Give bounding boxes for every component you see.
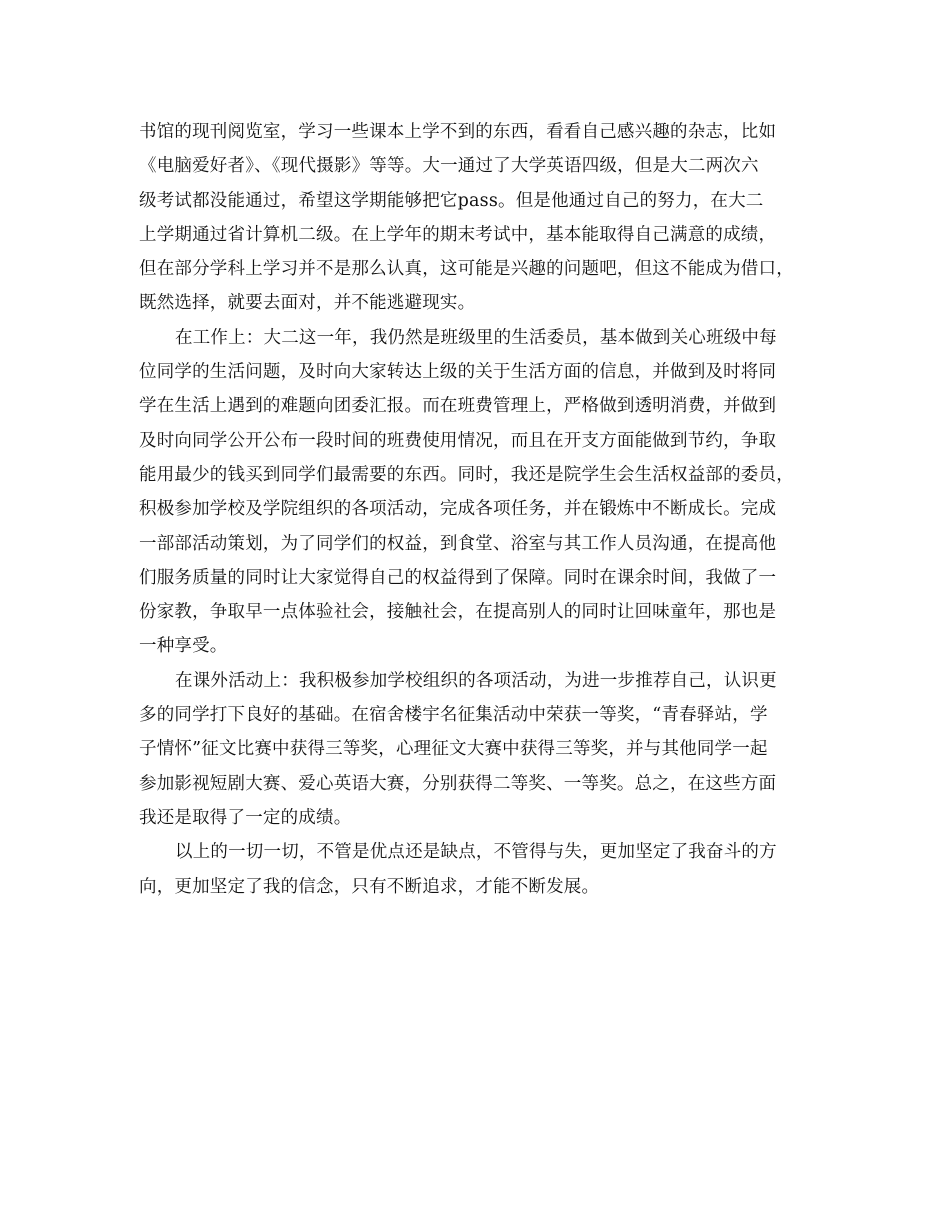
- paragraph-line: 书馆的现刊阅览室，学习一些课本上学不到的东西，看看自己感兴趣的杂志，比如: [139, 122, 777, 142]
- paragraph-line: 学在生活上遇到的难题向团委汇报。而在班费管理上，严格做到透明消费，并做到: [139, 396, 777, 417]
- paragraph-work: [139, 321, 819, 664]
- paragraph-line: 多的同学打下良好的基础。在宿舍楼宇名征集活动中荣获一等奖，“青春驿站，学: [139, 705, 768, 726]
- paragraph-conclusion: [139, 835, 819, 904]
- paragraph-line: 参加影视短剧大赛、爱心英语大赛，分别获得二等奖、一等奖。总之，在这些方面: [139, 773, 777, 794]
- document-body: [139, 115, 819, 904]
- paragraph-line: 但在部分学科上学习并不是那么认真，这可能是兴趣的问题吧，但这不能成为借口，: [139, 259, 794, 280]
- paragraph-line: 及时向同学公开公布一段时间的班费使用情况，而且在开支方面能做到节约，争取: [139, 430, 777, 451]
- paragraph-line: 一部部活动策划，为了同学们的权益，到食堂、浴室与其工作人员沟通，在提高他: [139, 533, 777, 554]
- paragraph-line: 位同学的生活问题，及时向大家转达上级的关于生活方面的信息，并做到及时将同: [139, 362, 777, 383]
- paragraph-line: 级考试都没能通过，希望这学期能够把它pass。但是他通过自己的努力，在大二: [139, 190, 764, 211]
- paragraph-line: 一种享受。: [139, 636, 228, 657]
- paragraph-line: 向，更加坚定了我的信念，只有不断追求，才能不断发展。: [139, 876, 600, 897]
- paragraph-study: [139, 115, 819, 321]
- paragraph-first-line: 以上的一切一切，不管是优点还是缺点，不管得与失，更加坚定了我奋斗的方: [175, 842, 777, 863]
- paragraph-first-line: 在工作上：大二这一年，我仍然是班级里的生活委员，基本做到关心班级中每: [175, 327, 777, 348]
- paragraph-line: 我还是取得了一定的成绩。: [139, 807, 352, 828]
- paragraph-line: 能用最少的钱买到同学们最需要的东西。同时，我还是院学生会生活权益部的委员，: [139, 464, 794, 485]
- paragraph-activities: [139, 664, 819, 835]
- paragraph-line: 们服务质量的同时让大家觉得自己的权益得到了保障。同时在课余时间，我做了一: [139, 567, 777, 588]
- paragraph-line: 子情怀”征文比赛中获得三等奖，心理征文大赛中获得三等奖，并与其他同学一起: [139, 739, 768, 760]
- paragraph-line: 积极参加学校及学院组织的各项活动，完成各项任务，并在锻炼中不断成长。完成: [139, 499, 777, 520]
- paragraph-line: 份家教，争取早一点体验社会，接触社会，在提高别人的同时让回味童年，那也是: [139, 602, 777, 623]
- paragraph-line: 既然选择，就要去面对，并不能逃避现实。: [139, 293, 476, 314]
- paragraph-line: 上学期通过省计算机二级。在上学年的期末考试中，基本能取得自己满意的成绩，: [139, 224, 777, 245]
- paragraph-line: 《电脑爱好者》、《现代摄影》等等。大一通过了大学英语四级，但是大二两次六: [139, 156, 759, 177]
- paragraph-first-line: 在课外活动上：我积极参加学校组织的各项活动，为进一步推荐自己，认识更: [175, 670, 777, 691]
